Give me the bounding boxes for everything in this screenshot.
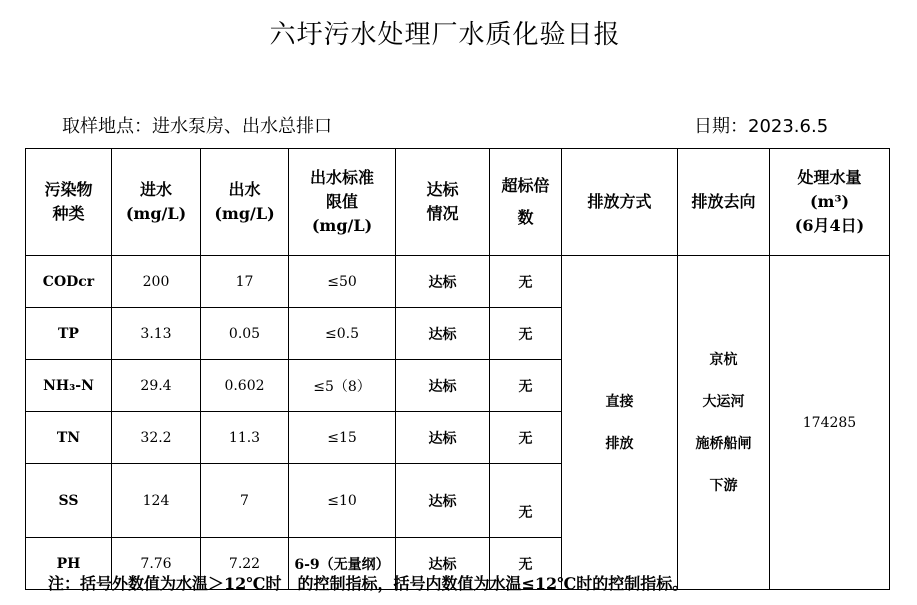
- cell-pollutant: TN: [26, 412, 112, 464]
- cell-exceed: 无: [490, 412, 562, 464]
- cell-pollutant: TP: [26, 308, 112, 360]
- header-volume: 处理水量 (m³) (6月4日): [770, 149, 890, 256]
- sampling-location: 取样地点：进水泵房、出水总排口: [62, 116, 332, 137]
- cell-exceed: 无: [490, 308, 562, 360]
- header-discharge-method: 排放方式: [562, 149, 678, 256]
- cell-status: 达标: [396, 256, 490, 308]
- cell-exceed: 无: [490, 464, 562, 538]
- cell-exceed: 无: [490, 538, 562, 590]
- cell-exceed: 无: [490, 256, 562, 308]
- cell-effluent: 11.3: [201, 412, 289, 464]
- cell-standard: 6-9（无量纲）: [289, 538, 396, 590]
- cell-status: 达标: [396, 412, 490, 464]
- cell-influent: 200: [112, 256, 201, 308]
- header-influent: 进水 (mg/L): [112, 149, 201, 256]
- header-standard: 出水标准 限值 (mg/L): [289, 149, 396, 256]
- header-effluent: 出水 (mg/L): [201, 149, 289, 256]
- cell-standard: ≤10: [289, 464, 396, 538]
- cell-effluent: 7.22: [201, 538, 289, 590]
- header-row: [26, 149, 890, 256]
- cell-influent: 32.2: [112, 412, 201, 464]
- cell-standard: ≤50: [289, 256, 396, 308]
- report-title: 六圩污水处理厂水质化验日报: [269, 20, 621, 50]
- header-discharge-destination: 排放去向: [678, 149, 770, 256]
- cell-effluent: 17: [201, 256, 289, 308]
- table-row: [26, 256, 890, 308]
- header-status: 达标 情况: [396, 149, 490, 256]
- header-pollutant: 污染物 种类: [26, 149, 112, 256]
- cell-influent: 7.76: [112, 538, 201, 590]
- cell-status: 达标: [396, 464, 490, 538]
- cell-influent: 124: [112, 464, 201, 538]
- cell-exceed: 无: [490, 360, 562, 412]
- cell-effluent: 0.602: [201, 360, 289, 412]
- cell-influent: 3.13: [112, 308, 201, 360]
- header-exceed: 超标倍 数: [490, 149, 562, 256]
- cell-standard: ≤5（8）: [289, 360, 396, 412]
- cell-effluent: 7: [201, 464, 289, 538]
- cell-volume: 174285: [770, 256, 890, 590]
- cell-status: 达标: [396, 538, 490, 590]
- cell-status: 达标: [396, 308, 490, 360]
- cell-standard: ≤0.5: [289, 308, 396, 360]
- cell-influent: 29.4: [112, 360, 201, 412]
- cell-pollutant: SS: [26, 464, 112, 538]
- cell-discharge-method: 直接 排放: [562, 256, 678, 590]
- report-date: 日期：2023.6.5: [694, 116, 829, 137]
- cell-status: 达标: [396, 360, 490, 412]
- cell-effluent: 0.05: [201, 308, 289, 360]
- water-quality-table: [25, 148, 890, 590]
- cell-discharge-destination: 京杭 大运河 施桥船闸 下游: [678, 256, 770, 590]
- cell-standard: ≤15: [289, 412, 396, 464]
- cell-pollutant: CODcr: [26, 256, 112, 308]
- footnote: 注：括号外数值为水温＞12℃时 的控制指标，括号内数值为水温≤12℃时的控制指标。: [48, 574, 689, 593]
- cell-pollutant: NH₃-N: [26, 360, 112, 412]
- cell-pollutant: PH: [26, 538, 112, 590]
